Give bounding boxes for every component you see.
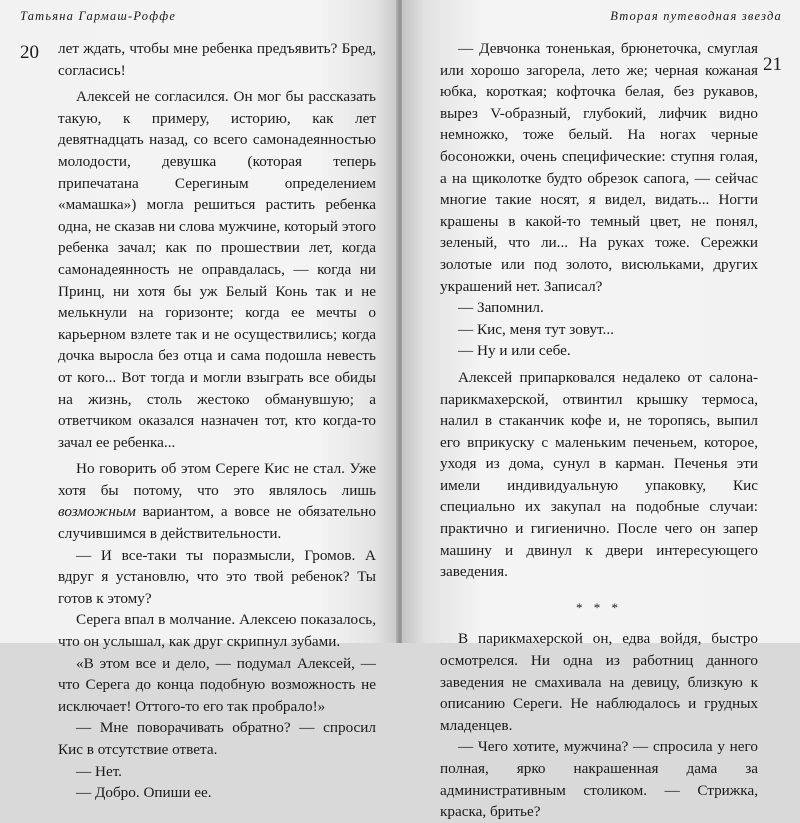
paragraph: — И все-таки ты поразмысли, Громов. А вдруг я установлю, что это твой ребенок? Ты готов к этому? — [58, 546, 376, 607]
paragraph: — Добро. Опиши ее. — [76, 784, 212, 802]
paragraph: — Запомнил. — [458, 299, 544, 317]
paragraph: Алексей припарковался недалеко от салона-парикмахерской, отвинтил крышку термоса, налил в стаканчик кофе и, не торопясь, выпил его вприкуску с маленьким печеньем, которое, уходя из дома, сунул в карман. Печенья эти имели индивидуальную упаковку, Кис специально их закупал на подобные случаи: практично и гигиенично. После чего он запер машину и двинул к двери интересующего заведения. — [440, 368, 758, 581]
paragraph: Алексей не согласился. Он мог бы рассказать такую, к примеру, историю, как лет девятнадцать назад, со всего самонадеянностью молодости, девушка (которая теперь припечатана Серегиным определением «мамашка») могла решиться растить ребенка одна, не сказав ни слова мужчине, который этого ребенка зачал; как по прошествии лет, когда самонадеянность не оправдалась, — когда ни Принц, ни хотя бы уж Белый Конь так и не мелькнули на горизонте; когда ее мечты о карьерном взлете так и не осуществились; когда дочка выросла без отца и сама подошла невесть от кого... Вот тогда и могли взыграть все обиды на жизнь, столь жестоко обманувшую; а ответчиком оказался назначен тот, кто когда-то зачал ее ребенка... — [58, 88, 376, 451]
paragraph: — Кис, меня тут зовут... — [458, 320, 614, 338]
right-page-number: 21 — [763, 54, 782, 75]
right-running-head: Вторая путеводная звезда — [610, 9, 782, 23]
paragraph-text: Но говорить об этом Сереге Кис не стал. Уже хотя бы потому, что это являлось лишь — [58, 460, 376, 499]
left-page — [0, 0, 398, 802]
paragraph: — Девчонка тоненькая, брюнеточка, смуглая или хорошо загорела, лето же; черная кожаная юбка, короткая; кофточка белая, без рукавов, вырез V-образный, глубокий, лифчик видно немножко, тоже белый. На ногах черные босоножки, очень специфические: ступня голая, а на щиколотке будто обрезок сапога, — сейчас многие такие носят, я видел, видать... Ногти крашены в какой-то темный цвет, не понял, зеленый, что ли... На руках тоже. Сережки золотые или под золото, висюльками, других украшений нет. Записал? — [440, 40, 758, 295]
right-page — [402, 0, 800, 821]
paragraph-text: вариантом, а вовсе не обязательно случившимся в действительности. — [58, 503, 376, 543]
paragraph: — Чего хотите, мужчина? — спросила у него полная, ярко накрашенная дама за административным столиком. — Стрижка, краска, бритье? — [440, 738, 758, 821]
left-page-text — [58, 38, 376, 804]
paragraph: В парикмахерской он, едва войдя, быстро осмотрелся. Ни одна из работниц данного заведения не смахивала на девицу, близкую к описанию Сереги. Не наблюдалось и грудных младенцев. — [440, 630, 758, 734]
left-running-head: Татьяна Гармаш-Роффе — [20, 9, 177, 23]
emphasis-text: возможным — [58, 503, 136, 521]
paragraph: «В этом все и дело, — подумал Алексей, — что Серега до конца подобную возможность не исключает! Оттого-то его так пробрало!» — [58, 654, 376, 715]
left-page-number: 20 — [20, 42, 39, 63]
paragraph: — Ну и или себе. — [458, 342, 571, 360]
section-separator: * * * — [576, 599, 622, 615]
paragraph: лет ждать, чтобы мне ребенка предъявить? Бред, согласись! — [58, 40, 376, 79]
paragraph: — Нет. — [76, 762, 122, 780]
paragraph: — Мне поворачивать обратно? — спросил Кис в отсутствие ответа. — [58, 719, 376, 758]
paragraph — [58, 458, 376, 544]
paragraph: Серега впал в молчание. Алексею показалось, что он услышал, как друг скрипнул зубами. — [58, 611, 376, 651]
right-page-text — [440, 38, 758, 823]
